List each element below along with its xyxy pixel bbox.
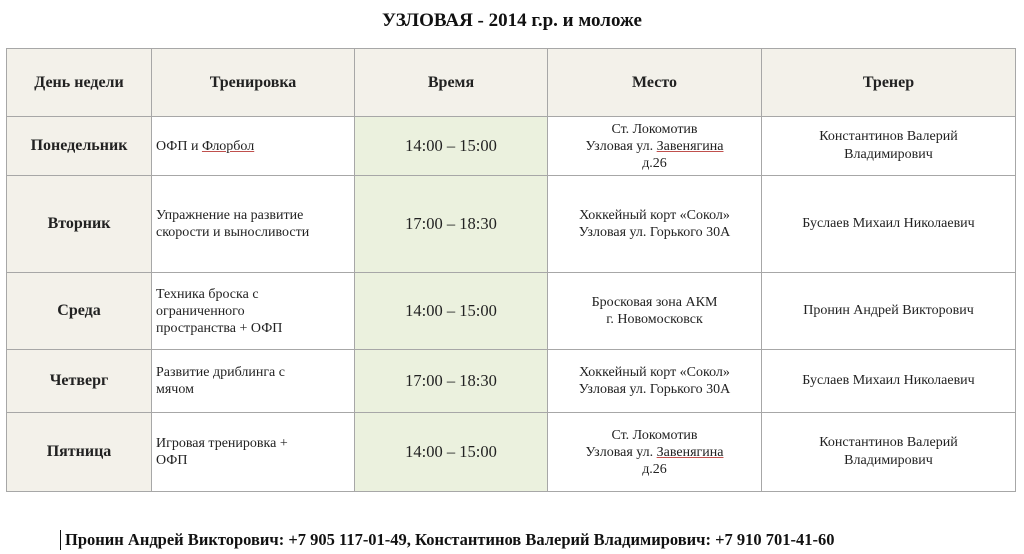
place-line: г. Новомосковск <box>606 312 703 327</box>
time-cell: 14:00 – 15:00 <box>355 413 548 492</box>
place-cell <box>548 413 762 492</box>
place-line: Хоккейный корт «Сокол» <box>579 208 730 223</box>
place-street-name: Завенягина <box>656 444 724 460</box>
table-row <box>7 117 1016 176</box>
column-header-day: День недели <box>7 49 152 117</box>
training-line: Игровая тренировка + <box>156 436 288 451</box>
table-row <box>7 413 1016 492</box>
place-line: д.26 <box>642 155 667 171</box>
place-line: Ст. Локомотив <box>611 121 698 137</box>
place-line <box>552 444 757 461</box>
time-cell: 14:00 – 15:00 <box>355 117 548 176</box>
place-cell <box>548 176 762 273</box>
place-street-name: Завенягина <box>656 138 724 154</box>
place-line: Хоккейный корт «Сокол» <box>579 365 730 380</box>
column-header-training: Тренировка <box>152 49 355 117</box>
place-line: Узловая ул. Горького 30А <box>578 225 731 240</box>
training-line: ограниченного <box>156 303 245 319</box>
place-street-prefix: Узловая ул. <box>585 444 657 460</box>
table-row <box>7 350 1016 413</box>
time-cell: 17:00 – 18:30 <box>355 350 548 413</box>
day-cell: Понедельник <box>7 117 152 176</box>
day-cell: Среда <box>7 273 152 350</box>
coach-cell <box>762 350 1016 413</box>
training-line: скорости и выносливости <box>156 225 310 240</box>
training-line: ОФП <box>156 453 188 468</box>
coach-line: Буслаев Михаил Николаевич <box>802 373 975 388</box>
coach-line: Буслаев Михаил Николаевич <box>802 216 975 231</box>
coach-line: Пронин Андрей Викторович <box>803 303 974 318</box>
training-line: Техника броска с <box>156 286 259 302</box>
day-cell: Четверг <box>7 350 152 413</box>
coach-cell <box>762 176 1016 273</box>
coach-line: Владимирович <box>844 147 933 162</box>
schedule-table <box>6 48 1016 492</box>
training-line: Упражнение на развитие <box>156 208 304 223</box>
training-cell <box>152 117 355 176</box>
training-cell <box>152 350 355 413</box>
place-line: Узловая ул. Горького 30А <box>578 382 731 397</box>
place-street-prefix: Узловая ул. <box>585 138 657 154</box>
coach-line: Константинов Валерий <box>819 129 958 144</box>
day-cell: Вторник <box>7 176 152 273</box>
training-line: Развитие дриблинга с <box>156 365 285 380</box>
page-title: УЗЛОВАЯ - 2014 г.р. и моложе <box>382 10 642 31</box>
contacts-footer: Пронин Андрей Викторович: +7 905 117-01-49, Константинов Валерий Владимирович: +7 910 701-41-60 <box>60 530 835 550</box>
place-line: д.26 <box>642 461 667 477</box>
training-cell <box>152 413 355 492</box>
time-cell: 14:00 – 15:00 <box>355 273 548 350</box>
coach-cell <box>762 117 1016 176</box>
place-line <box>552 138 757 155</box>
training-text-underlined: Флорбол <box>201 138 255 154</box>
training-cell <box>152 273 355 350</box>
coach-line: Владимирович <box>844 453 933 468</box>
training-cell <box>152 176 355 273</box>
table-row <box>7 273 1016 350</box>
coach-line: Константинов Валерий <box>819 435 958 450</box>
table-row <box>7 176 1016 273</box>
column-header-place: Место <box>548 49 762 117</box>
place-line: Бросковая зона АКМ <box>591 295 718 310</box>
place-cell <box>548 273 762 350</box>
training-line: мячом <box>156 382 194 397</box>
place-cell <box>548 117 762 176</box>
place-line: Ст. Локомотив <box>611 427 698 443</box>
training-text: ОФП и <box>156 138 202 154</box>
place-cell <box>548 350 762 413</box>
coach-cell <box>762 273 1016 350</box>
column-header-coach: Тренер <box>762 49 1016 117</box>
column-header-time: Время <box>355 49 548 117</box>
time-cell: 17:00 – 18:30 <box>355 176 548 273</box>
coach-cell <box>762 413 1016 492</box>
training-line: пространства + ОФП <box>156 320 283 336</box>
day-cell: Пятница <box>7 413 152 492</box>
table-header-row <box>7 49 1016 117</box>
